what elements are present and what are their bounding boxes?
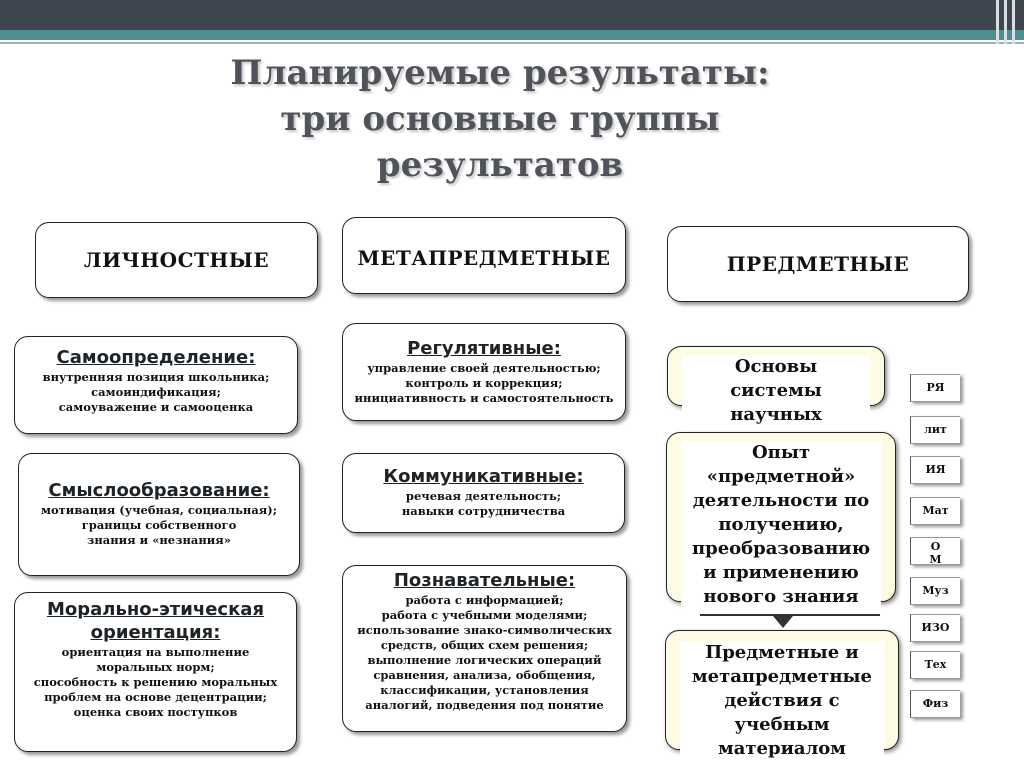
detail-line: работа с информацией; (405, 593, 564, 607)
detail-line: внутренняя позиция школьника; (42, 370, 270, 384)
subject-tab-tech: Тех (910, 651, 960, 679)
corner-stripe (1004, 0, 1007, 44)
detail-line: оценка своих поступков (73, 705, 238, 719)
detail-line: ориентация на выполнение (61, 645, 250, 659)
detail-line: проблем на основе децентрации; (44, 690, 267, 704)
top-line (0, 42, 1024, 44)
subject-tab-om (910, 537, 960, 565)
detail-line: преобразованию (691, 538, 871, 559)
regulative-heading: Регулятивные: (407, 338, 561, 359)
subject-tab-art: ИЗО (910, 614, 960, 642)
page-title (200, 50, 800, 188)
communicative-heading: Коммуникативные: (383, 466, 584, 487)
detail-line: инициативность и самостоятельность (354, 391, 614, 405)
detail-line: способность к решению моральных (33, 675, 278, 689)
group-subject (667, 226, 969, 302)
detail-line: самоуважение и самооценка (58, 400, 254, 414)
meaning-formation-heading: Смыслообразование: (48, 480, 270, 501)
detail-line: аналогий, подведения под понятие (365, 698, 604, 712)
corner-stripe (1012, 0, 1015, 44)
detail-line: контроль и коррекция; (405, 376, 563, 390)
detail-line: речевая деятельность; (405, 489, 562, 503)
communicative-box (342, 453, 625, 533)
detail-line: и применению (703, 562, 859, 583)
detail-line: средств, общих схем решения; (380, 638, 589, 652)
subject-tab-pe: Физ (910, 690, 960, 718)
subject-tab-music: Муз (910, 577, 960, 605)
subject-tab-om-line: М (929, 553, 942, 566)
title-line: результатов (376, 145, 624, 185)
detail-line: использование знако-символических (357, 623, 612, 637)
group-meta (342, 217, 626, 294)
detail-line: получению, (718, 514, 844, 535)
cognitive-box (342, 565, 627, 732)
subject-experience-box (666, 432, 896, 607)
science-basics-box (667, 346, 885, 425)
group-personal-label: ЛИЧНОСТНЫЕ (83, 248, 270, 272)
subject-tab-om-line: О (930, 540, 941, 553)
detail-line: Предметные и (705, 642, 859, 663)
detail-line: мотивация (учебная, социальная); (41, 503, 277, 517)
title-line: Планируемые результаты: (230, 53, 770, 93)
subject-tab-foreign: ИЯ (910, 456, 960, 484)
detail-line: Опыт (751, 442, 811, 463)
self-determination-heading: Самоопределение: (56, 347, 256, 368)
subject-actions-text (680, 641, 884, 761)
moral-orientation-box (14, 592, 297, 752)
group-personal (35, 222, 318, 298)
detail-line: самоиндификация; (91, 385, 221, 399)
detail-line: знания и «незнания» (87, 533, 231, 547)
corner-stripe (996, 0, 999, 44)
detail-line: классификации, установления (380, 683, 589, 697)
top-bar (0, 0, 1024, 30)
detail-line: навыки сотрудничества (401, 504, 566, 518)
moral-orientation-heading: ориентация: (90, 622, 221, 643)
detail-line: моральных норм; (96, 660, 215, 674)
detail-line: системы (730, 380, 822, 401)
detail-line: метапредметные (691, 666, 873, 687)
detail-line: материалом (718, 738, 846, 759)
science-basics-text (682, 355, 870, 427)
subject-experience-text (681, 441, 881, 609)
detail-line: работа с учебными моделями; (381, 608, 588, 622)
subject-tab-lit: лит (910, 416, 960, 444)
detail-line: деятельности по (692, 490, 870, 511)
subject-tab-math: Мат (910, 497, 960, 525)
self-determination-box (14, 336, 298, 434)
arrow-down-icon (773, 616, 793, 628)
subject-tab-ru: РЯ (910, 374, 960, 402)
detail-line: научных (730, 404, 822, 425)
detail-line: Основы (734, 356, 818, 377)
cognitive-heading: Познавательные: (393, 570, 576, 591)
detail-line: границы собственного (81, 518, 237, 532)
detail-line: сравнения, анализа, обобщения, (373, 668, 596, 682)
group-meta-label: МЕТАПРЕДМЕТНЫЕ (357, 246, 611, 270)
top-stripe (0, 30, 1024, 40)
moral-orientation-heading: Морально-этическая (46, 599, 265, 620)
detail-line: «предметной» (706, 466, 856, 487)
detail-line: выполнение логических операций (367, 653, 602, 667)
subject-actions-box (665, 630, 899, 759)
meaning-formation-box (18, 453, 300, 576)
group-subject-label: ПРЕДМЕТНЫЕ (726, 252, 910, 276)
detail-line: действия с учебным (724, 690, 840, 735)
detail-line: управление своей деятельностью; (367, 361, 601, 375)
title-line: три основные группы (280, 99, 720, 139)
regulative-box (342, 323, 626, 421)
detail-line: нового знания (703, 586, 859, 607)
